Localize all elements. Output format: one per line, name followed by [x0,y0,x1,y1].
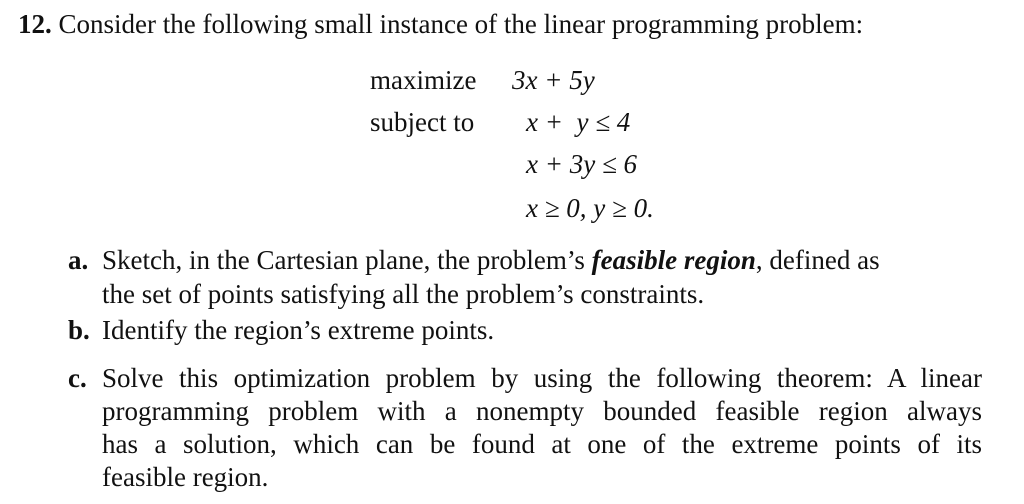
part-c-label: c. [68,363,87,393]
part-a-line1 [102,244,982,276]
constraints-label: subject to [370,107,475,137]
part-a-emphasis: feasible region [591,245,756,275]
part-c-line1: Solve this optimization problem by using the following theorem: A linear [102,363,982,393]
part-c-line2: programming problem with a nonempty bounded feasible region always [102,396,982,426]
part-a-text-before: Sketch, in the Cartesian plane, the problem’s [102,245,585,275]
objective-label: maximize [370,65,477,95]
part-c-line4: feasible region. [102,462,269,492]
part-a-line2: the set of points satisfying all the problem’s constraints. [102,279,705,309]
part-c-line3: has a solution, which can be found at one of the extreme points of its [102,429,982,459]
constraint-1: x + y ≤ 4 [526,107,631,137]
part-b-text: Identify the region’s extreme points. [102,315,495,345]
problem-intro: Consider the following small instance of the linear programming problem: [58,9,864,39]
problem-number: 12. [18,9,52,39]
constraint-2: x + 3y ≤ 6 [526,149,638,179]
part-b-label: b. [68,315,90,345]
part-a-label: a. [68,245,89,275]
constraint-3: x ≥ 0, y ≥ 0. [526,193,654,223]
part-a-text-after: , defined as [755,245,880,275]
problem-heading [18,8,863,40]
objective-expression: 3x + 5y [512,65,595,95]
